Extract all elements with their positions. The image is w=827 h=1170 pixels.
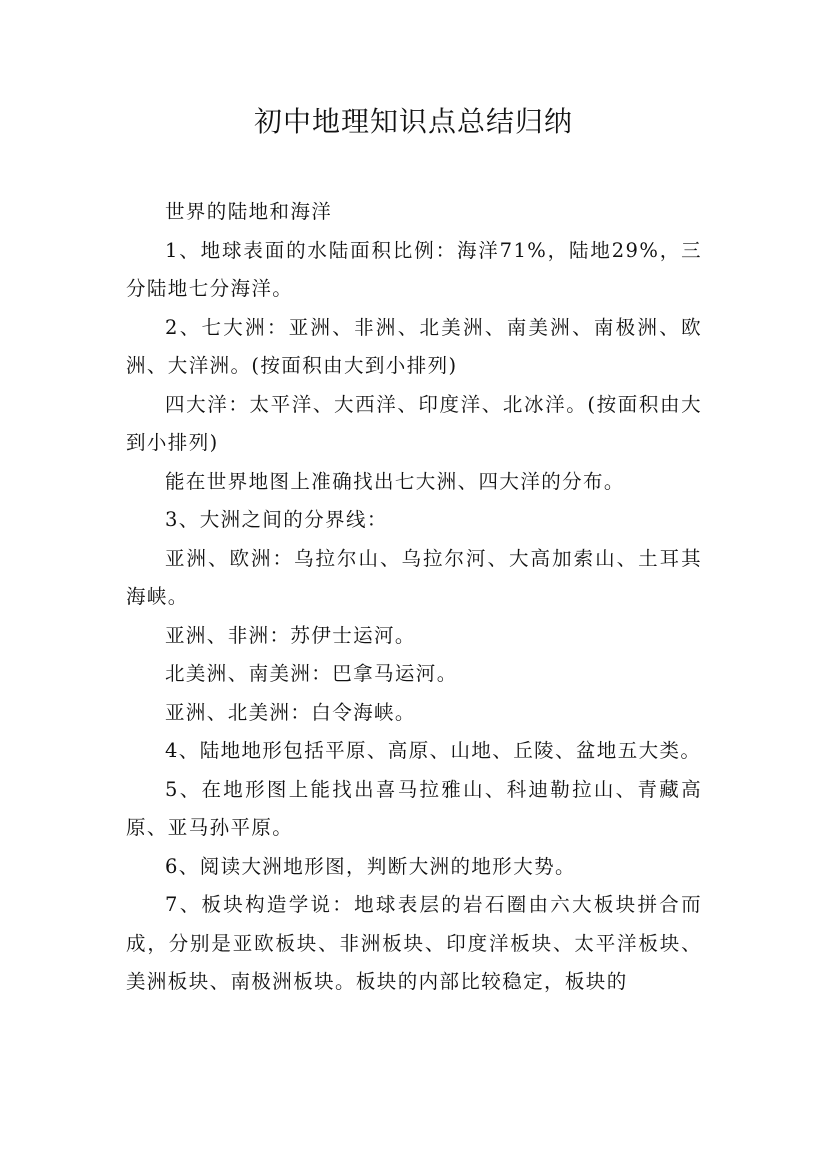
document-body bbox=[126, 193, 702, 1002]
paragraph: 亚洲、非洲：苏伊士运河。 bbox=[165, 623, 416, 647]
document-title: 初中地理知识点总结归纳 bbox=[253, 105, 573, 138]
paragraph: 5、在地形图上能找出喜马拉雅山、科迪勒拉山、青藏高原、亚马孙平原。 bbox=[126, 777, 702, 839]
paragraph: 4、陆地地形包括平原、高原、山地、丘陵、盆地五大类。 bbox=[165, 739, 702, 762]
paragraph: 6、阅读大洲地形图，判断大洲的地形大势。 bbox=[165, 854, 576, 878]
section-heading: 世界的陆地和海洋 bbox=[165, 200, 333, 223]
paragraph: 四大洋：太平洋、大西洋、印度洋、北冰洋。(按面积由大到小排列) bbox=[126, 392, 702, 454]
paragraph: 亚洲、北美洲：白令海峡。 bbox=[165, 700, 416, 724]
paragraph: 北美洲、南美洲：巴拿马运河。 bbox=[165, 662, 458, 685]
paragraph: 亚洲、欧洲：乌拉尔山、乌拉尔河、大高加索山、土耳其海峡。 bbox=[126, 546, 702, 608]
paragraph: 3、大洲之间的分界线： bbox=[165, 508, 388, 531]
paragraph: 7、板块构造学说：地球表层的岩石圈由六大板块拼合而成，分别是亚欧板块、非洲板块、印度洋板块、太平洋板块、美洲板块、南极洲板块。板块的内部比较稳定，板块的 bbox=[126, 893, 702, 993]
paragraph: 能在世界地图上准确找出七大洲、四大洋的分布。 bbox=[165, 469, 625, 493]
paragraph: 1、地球表面的水陆面积比例：海洋71%，陆地29%，三分陆地七分海洋。 bbox=[126, 238, 702, 300]
paragraph: 2、七大洲：亚洲、非洲、北美洲、南美洲、南极洲、欧洲、大洋洲。(按面积由大到小排列) bbox=[126, 315, 702, 377]
